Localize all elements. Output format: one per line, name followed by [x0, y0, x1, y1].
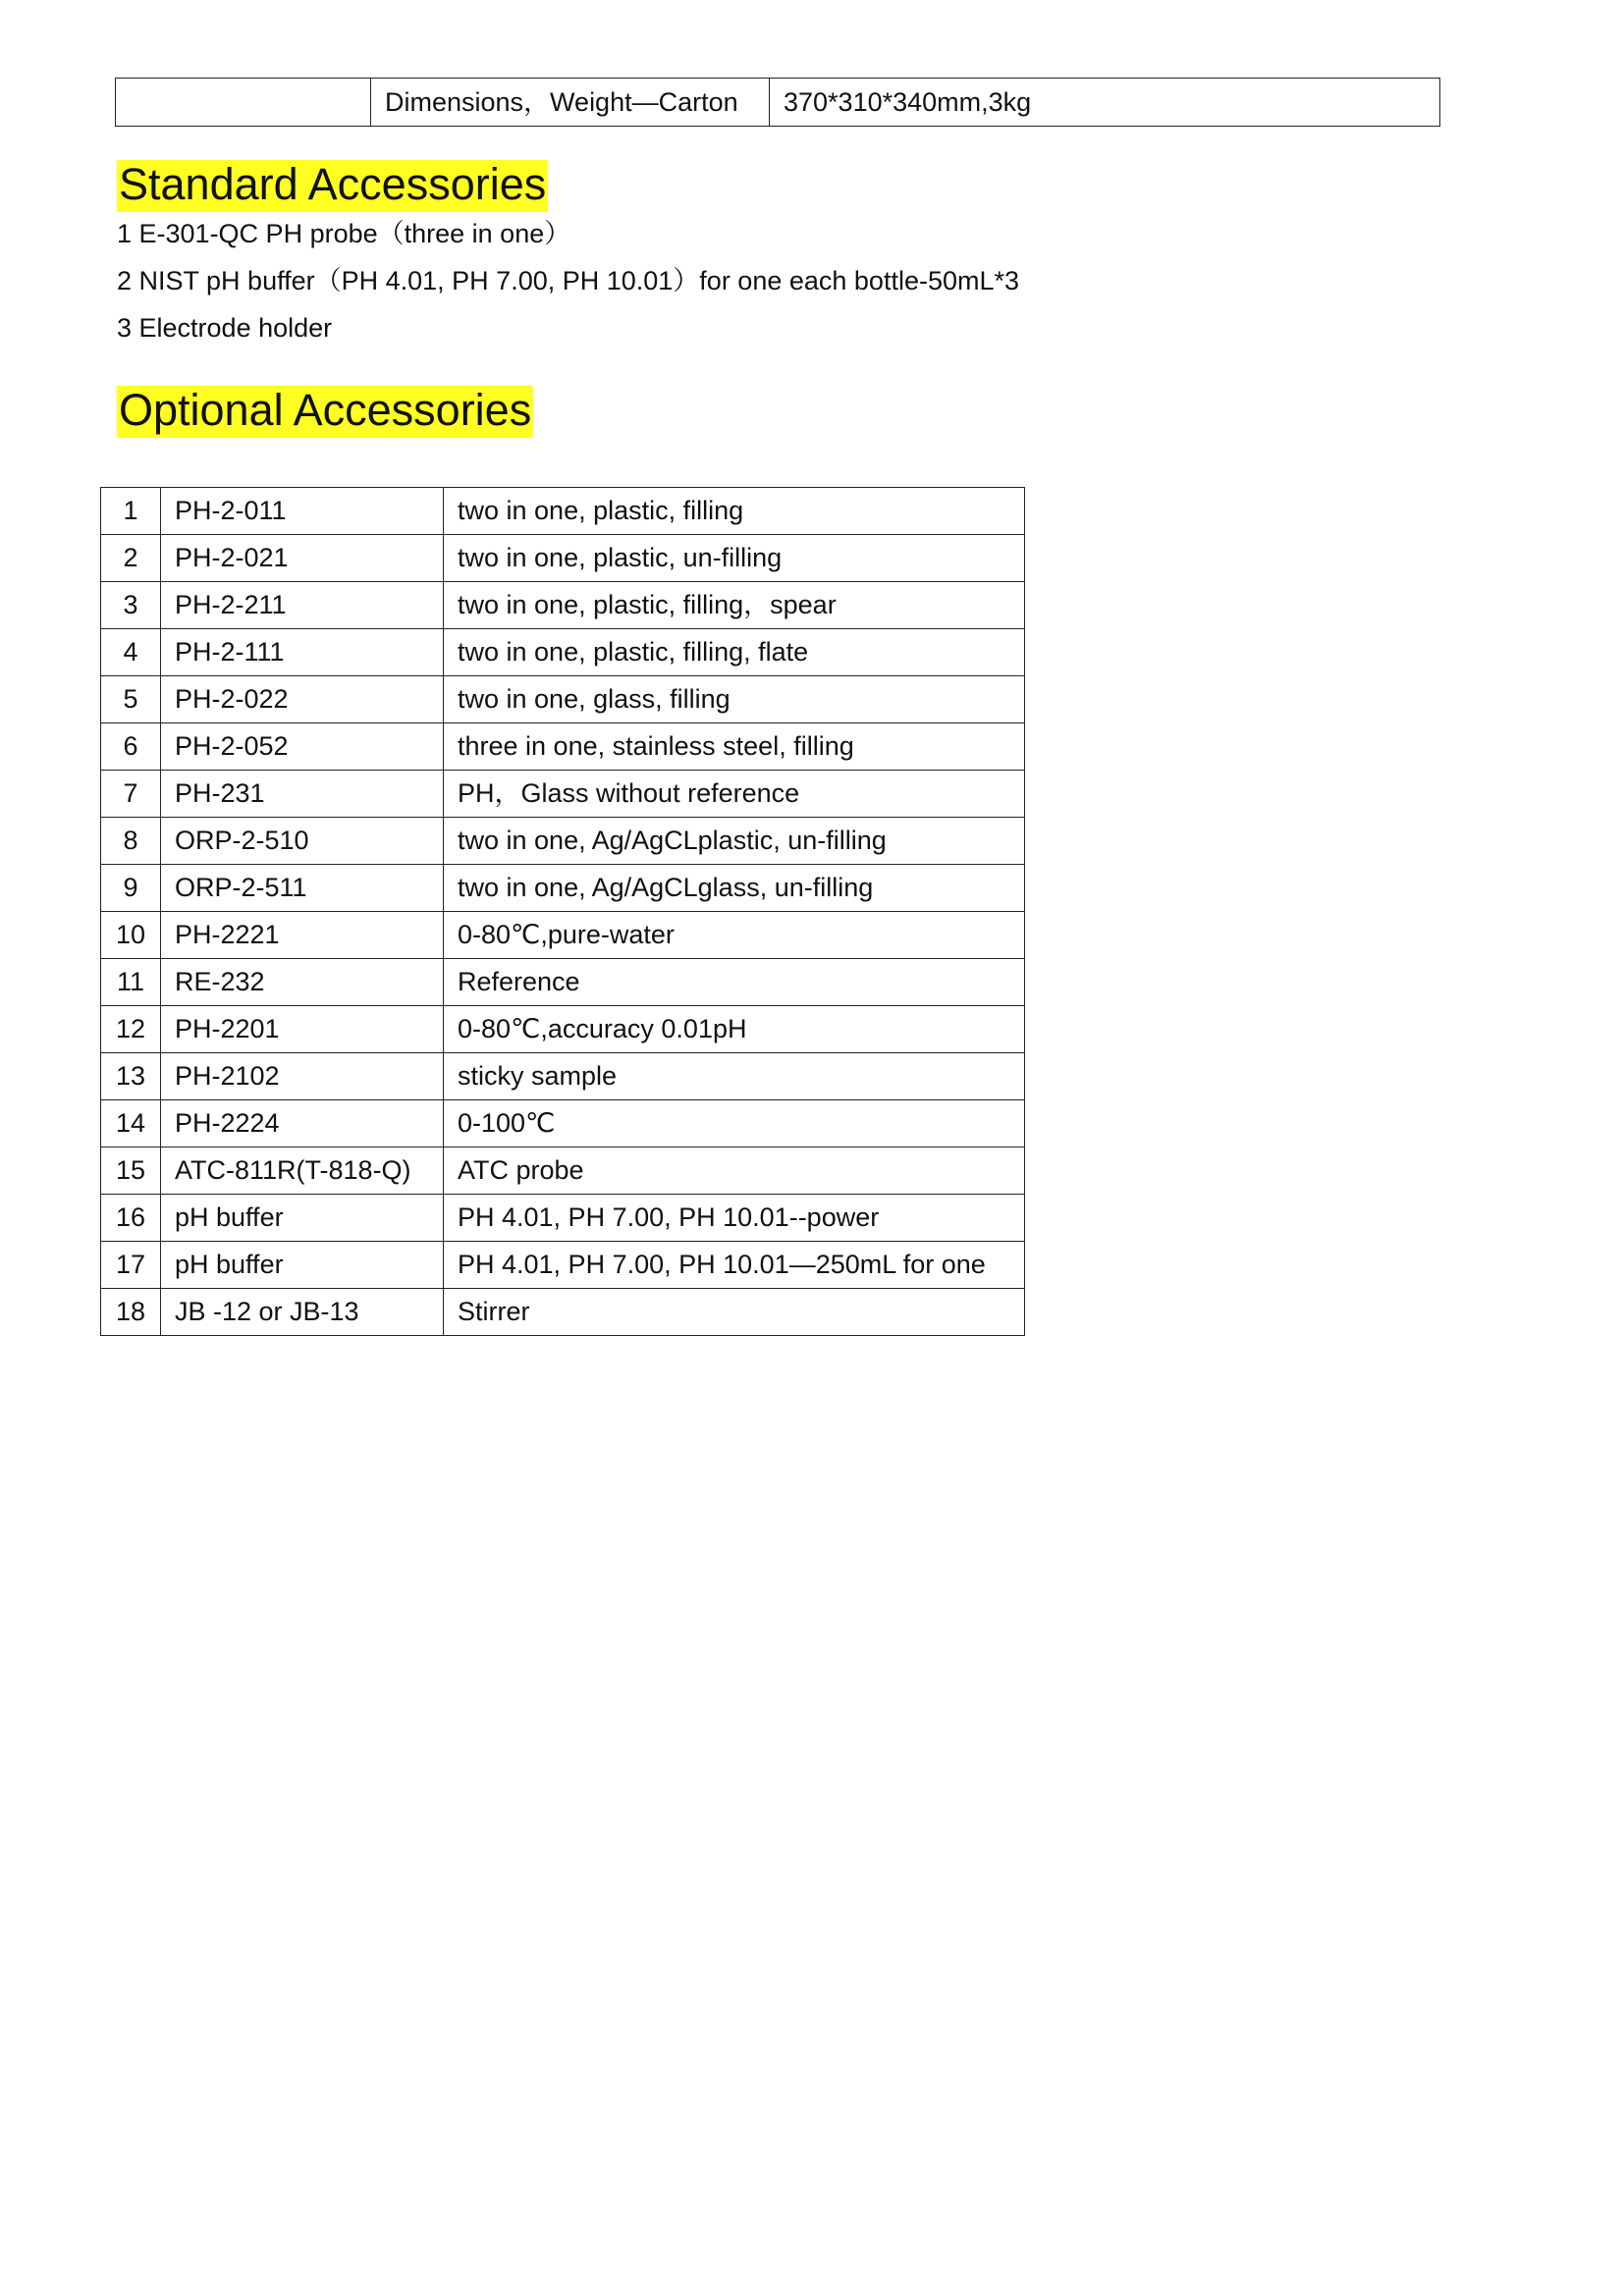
row-number: 18	[101, 1289, 161, 1336]
model-cell: ORP-2-511	[161, 865, 444, 912]
row-number: 13	[101, 1053, 161, 1100]
spec-value-dimensions-weight: 370*310*340mm,3kg	[770, 79, 1440, 127]
row-number: 10	[101, 912, 161, 959]
table-row	[101, 1006, 1025, 1053]
model-cell: PH-2-211	[161, 582, 444, 629]
description-cell: ATC probe	[444, 1148, 1025, 1195]
table-row	[116, 79, 1440, 127]
description-cell: 0-80℃,accuracy 0.01pH	[444, 1006, 1025, 1053]
description-cell: two in one, Ag/AgCLglass, un-filling	[444, 865, 1025, 912]
optional-accessories-table	[100, 487, 1025, 1336]
table-row	[101, 959, 1025, 1006]
table-row	[101, 1195, 1025, 1242]
spec-label-dimensions-weight: Dimensions，Weight—Carton	[371, 79, 770, 127]
optional-accessories-table-body	[101, 488, 1025, 1336]
table-row	[101, 1289, 1025, 1336]
spec-table	[115, 78, 1440, 127]
optional-accessories-heading: Optional Accessories	[117, 386, 533, 438]
description-cell: PH 4.01, PH 7.00, PH 10.01--power	[444, 1195, 1025, 1242]
description-cell: two in one, glass, filling	[444, 676, 1025, 723]
standard-accessories-list	[117, 221, 1019, 362]
row-number: 15	[101, 1148, 161, 1195]
description-cell: PH，Glass without reference	[444, 771, 1025, 818]
model-cell: PH-2-052	[161, 723, 444, 771]
table-row	[101, 1148, 1025, 1195]
model-cell: pH buffer	[161, 1242, 444, 1289]
table-row	[101, 535, 1025, 582]
model-cell: ATC-811R(T-818-Q)	[161, 1148, 444, 1195]
model-cell: PH-231	[161, 771, 444, 818]
table-row	[101, 676, 1025, 723]
spec-cell-empty	[116, 79, 371, 127]
description-cell: three in one, stainless steel, filling	[444, 723, 1025, 771]
row-number: 3	[101, 582, 161, 629]
table-row	[101, 1100, 1025, 1148]
model-cell: ORP-2-510	[161, 818, 444, 865]
description-cell: PH 4.01, PH 7.00, PH 10.01—250mL for one	[444, 1242, 1025, 1289]
model-cell: PH-2221	[161, 912, 444, 959]
model-cell: PH-2102	[161, 1053, 444, 1100]
description-cell: 0-80℃,pure-water	[444, 912, 1025, 959]
table-row	[101, 1053, 1025, 1100]
row-number: 17	[101, 1242, 161, 1289]
list-item: 3 Electrode holder	[117, 313, 333, 343]
model-cell: PH-2-011	[161, 488, 444, 535]
model-cell: PH-2224	[161, 1100, 444, 1148]
table-row	[101, 912, 1025, 959]
model-cell: RE-232	[161, 959, 444, 1006]
description-cell: two in one, plastic, filling，spear	[444, 582, 1025, 629]
row-number: 14	[101, 1100, 161, 1148]
list-item: 2 NIST pH buffer（PH 4.01, PH 7.00, PH 10.01）for one each bottle-50mL*3	[117, 266, 1020, 295]
description-cell: two in one, Ag/AgCLplastic, un-filling	[444, 818, 1025, 865]
description-cell: Stirrer	[444, 1289, 1025, 1336]
row-number: 8	[101, 818, 161, 865]
table-row	[101, 818, 1025, 865]
row-number: 5	[101, 676, 161, 723]
table-row	[101, 723, 1025, 771]
row-number: 4	[101, 629, 161, 676]
list-item: 1 E-301-QC PH probe（three in one）	[117, 219, 571, 248]
table-row	[101, 488, 1025, 535]
description-cell: two in one, plastic, filling, flate	[444, 629, 1025, 676]
description-cell: 0-100℃	[444, 1100, 1025, 1148]
model-cell: PH-2-022	[161, 676, 444, 723]
description-cell: two in one, plastic, filling	[444, 488, 1025, 535]
table-row	[101, 1242, 1025, 1289]
description-cell: two in one, plastic, un-filling	[444, 535, 1025, 582]
row-number: 9	[101, 865, 161, 912]
table-row	[101, 865, 1025, 912]
table-row	[101, 629, 1025, 676]
model-cell: PH-2-111	[161, 629, 444, 676]
model-cell: PH-2201	[161, 1006, 444, 1053]
standard-accessories-heading: Standard Accessories	[117, 160, 548, 212]
row-number: 11	[101, 959, 161, 1006]
row-number: 6	[101, 723, 161, 771]
row-number: 16	[101, 1195, 161, 1242]
row-number: 2	[101, 535, 161, 582]
model-cell: pH buffer	[161, 1195, 444, 1242]
row-number: 12	[101, 1006, 161, 1053]
row-number: 1	[101, 488, 161, 535]
model-cell: PH-2-021	[161, 535, 444, 582]
table-row	[101, 771, 1025, 818]
row-number: 7	[101, 771, 161, 818]
description-cell: sticky sample	[444, 1053, 1025, 1100]
model-cell: JB -12 or JB-13	[161, 1289, 444, 1336]
description-cell: Reference	[444, 959, 1025, 1006]
table-row	[101, 582, 1025, 629]
